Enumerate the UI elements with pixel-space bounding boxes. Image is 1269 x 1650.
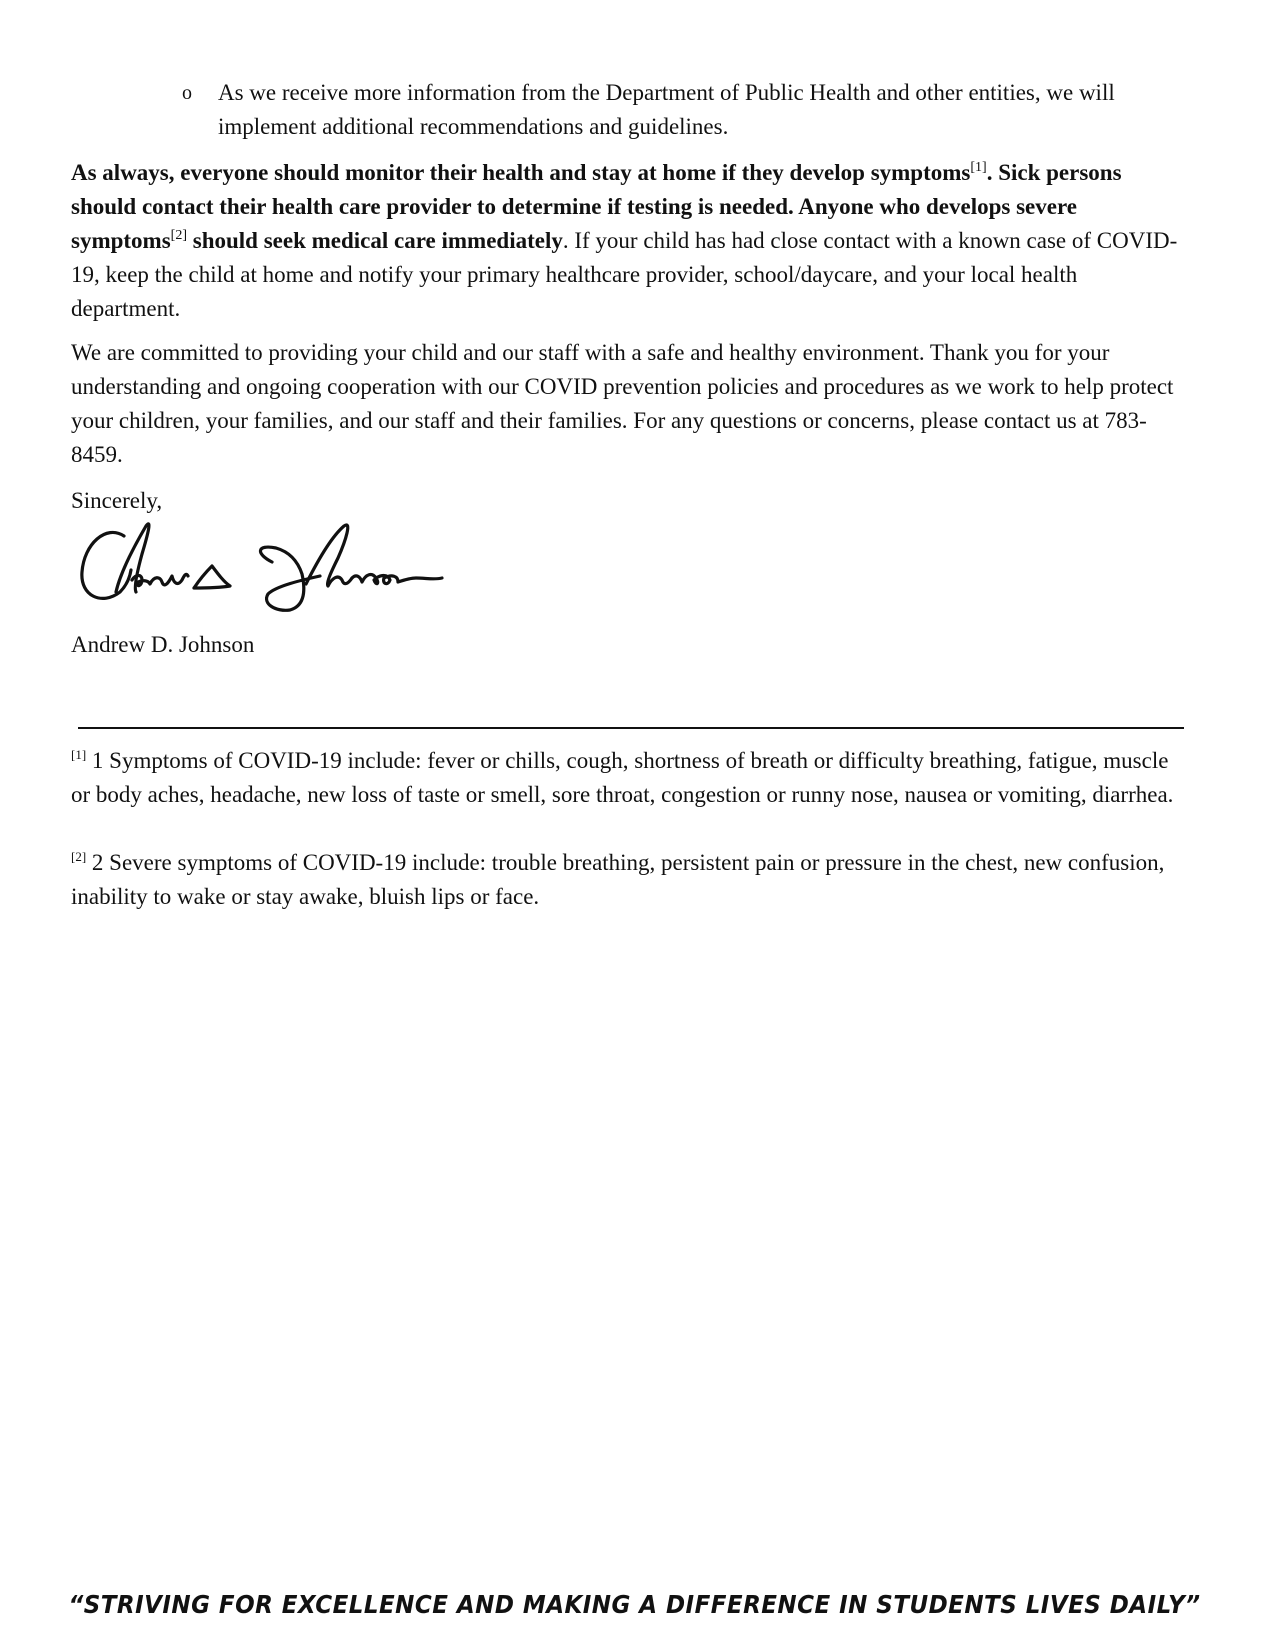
closing-salutation: Sincerely, <box>71 488 163 513</box>
bullet-item <box>182 76 1192 144</box>
footnote-ref-1: [1] <box>970 160 987 175</box>
footnote-ref-2: [2] <box>170 228 187 243</box>
signature-image <box>76 514 466 624</box>
commitment-paragraph: We are committed to providing your child and our staff with a safe and healthy environment. Thank you for your understanding and ongoing cooperation with our COVID prevention policies and procedures as we work to help protect your children, your families, and our staff and their families. For any questions or concerns, please contact us at 783-8459. <box>71 340 1174 467</box>
footnote-text: 2 Severe symptoms of COVID-19 include: trouble breathing, persistent pain or pressure in the chest, new confusion, inability to wake or stay awake, bluish lips or face. <box>71 850 1165 909</box>
bold-text: should seek medical care immediately <box>187 228 563 253</box>
signer-name: Andrew D. Johnson <box>71 632 255 657</box>
bold-text: As always, everyone should monitor their health and stay at home if they develop symptoms <box>71 160 971 185</box>
handwritten-signature-icon <box>76 514 466 624</box>
footnote-1 <box>71 744 1191 812</box>
footnote-marker: [2] <box>71 849 87 864</box>
health-monitoring-paragraph <box>71 156 1191 326</box>
bullet-text: As we receive more information from the Department of Public Health and other entities, we will implement additional recommendations and guidelines. <box>218 80 1115 139</box>
footnote-divider <box>78 727 1184 729</box>
school-motto-footer: “STRIVING FOR EXCELLENCE AND MAKING A DIFFERENCE IN STUDENTS LIVES DAILY” <box>68 1590 1201 1619</box>
footnote-2 <box>71 846 1191 914</box>
normal-text: . If your child has had close contact with a known case of COVID-19, keep the child at home and notify your primary healthcare provider, school/daycare, and your local health department. <box>71 228 1178 321</box>
bold-text: . Sick persons should contact their health care provider to determine if testing is needed. Anyone who develops severe symptoms <box>71 160 1122 253</box>
footnote-marker: [1] <box>71 747 87 762</box>
footnote-text: 1 Symptoms of COVID-19 include: fever or chills, cough, shortness of breath or difficulty breathing, fatigue, muscle or body aches, headache, new loss of taste or smell, sore throat, congestion or runny nose, nausea or vomiting, diarrhea. <box>71 748 1174 807</box>
hollow-bullet-icon: o <box>182 82 192 104</box>
